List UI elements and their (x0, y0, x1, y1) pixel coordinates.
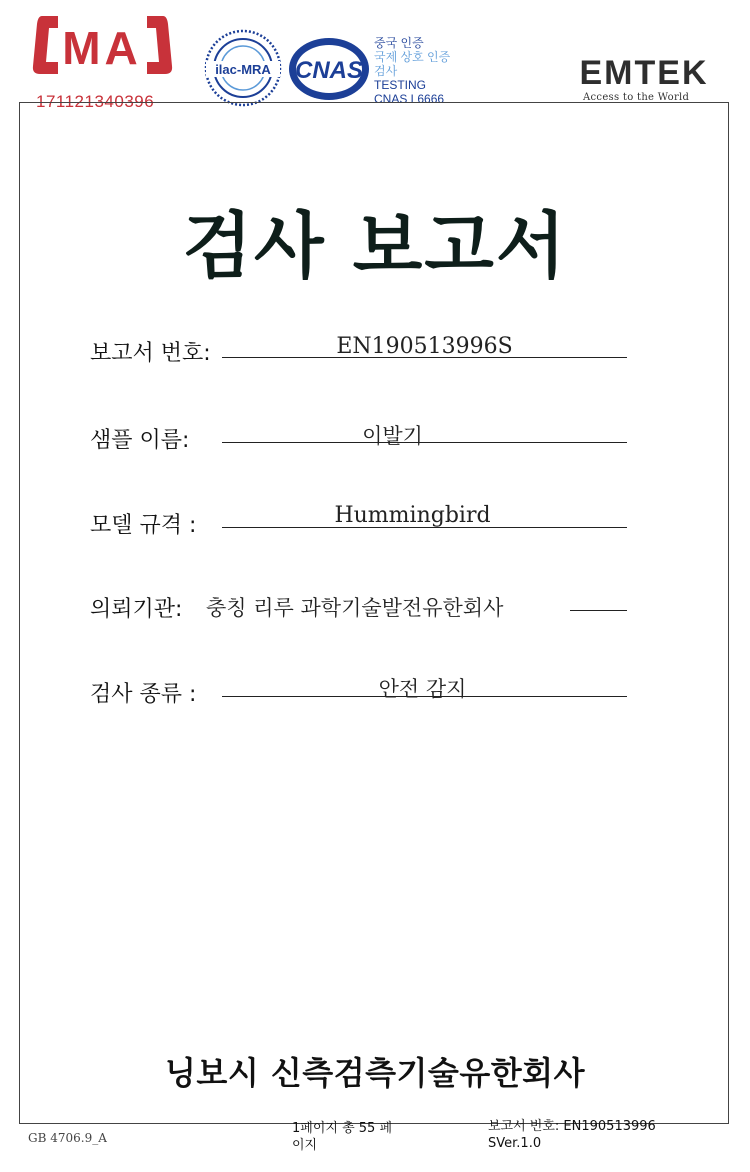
testing-organization: 닝보시 신측검측기술유한회사 (165, 1054, 585, 1092)
report-title: 검사 보고서 (182, 204, 568, 288)
svg-text:ilac-MRA: ilac-MRA (215, 62, 271, 77)
emtek-tagline: Access to the World (583, 92, 690, 103)
sample-name-value: 이발기 (362, 424, 423, 448)
footer-report-number: 보고서 번호: EN190513996 (488, 1119, 656, 1134)
sample-name-label: 샘플 이름: (90, 428, 190, 453)
cnas-line-4: TESTING (374, 78, 427, 92)
cnas-line-1: 중국 인증 (374, 36, 424, 50)
footer-version: SVer.1.0 (488, 1136, 542, 1151)
model-spec-value: Hummingbird (334, 503, 491, 528)
footer-standard: GB 4706.9_A (28, 1131, 107, 1145)
cnas-line-3: 검사 (374, 64, 398, 78)
cnas-accreditation-text (374, 36, 450, 106)
test-type-value: 안전 감지 (378, 677, 467, 701)
test-type-label: 검사 종류 : (90, 682, 197, 707)
svg-text:MA: MA (62, 22, 142, 74)
cnas-logo (287, 36, 371, 102)
model-spec-label: 모델 규격 : (90, 513, 197, 538)
cnas-line-5: CNAS L6666 (374, 92, 445, 106)
footer-report-info (488, 1118, 656, 1152)
cma-number: 171121340396 (36, 92, 155, 111)
client-value: 충칭 리루 과학기술발전유한회사 (206, 596, 504, 620)
footer-page-info: 1페이지 총 55 페이지 (292, 1121, 393, 1153)
cnas-line-2: 국제 상호 인증 (374, 50, 451, 64)
ilac-mra-logo (203, 28, 283, 108)
client-label: 의뢰기관: (90, 597, 183, 622)
client-underline (570, 610, 627, 611)
report-number-value: EN190513996S (336, 334, 513, 359)
report-number-label: 보고서 번호: (90, 341, 211, 366)
svg-text:CNAS: CNAS (294, 57, 364, 84)
svg-text:EMTEK: EMTEK (579, 54, 709, 92)
